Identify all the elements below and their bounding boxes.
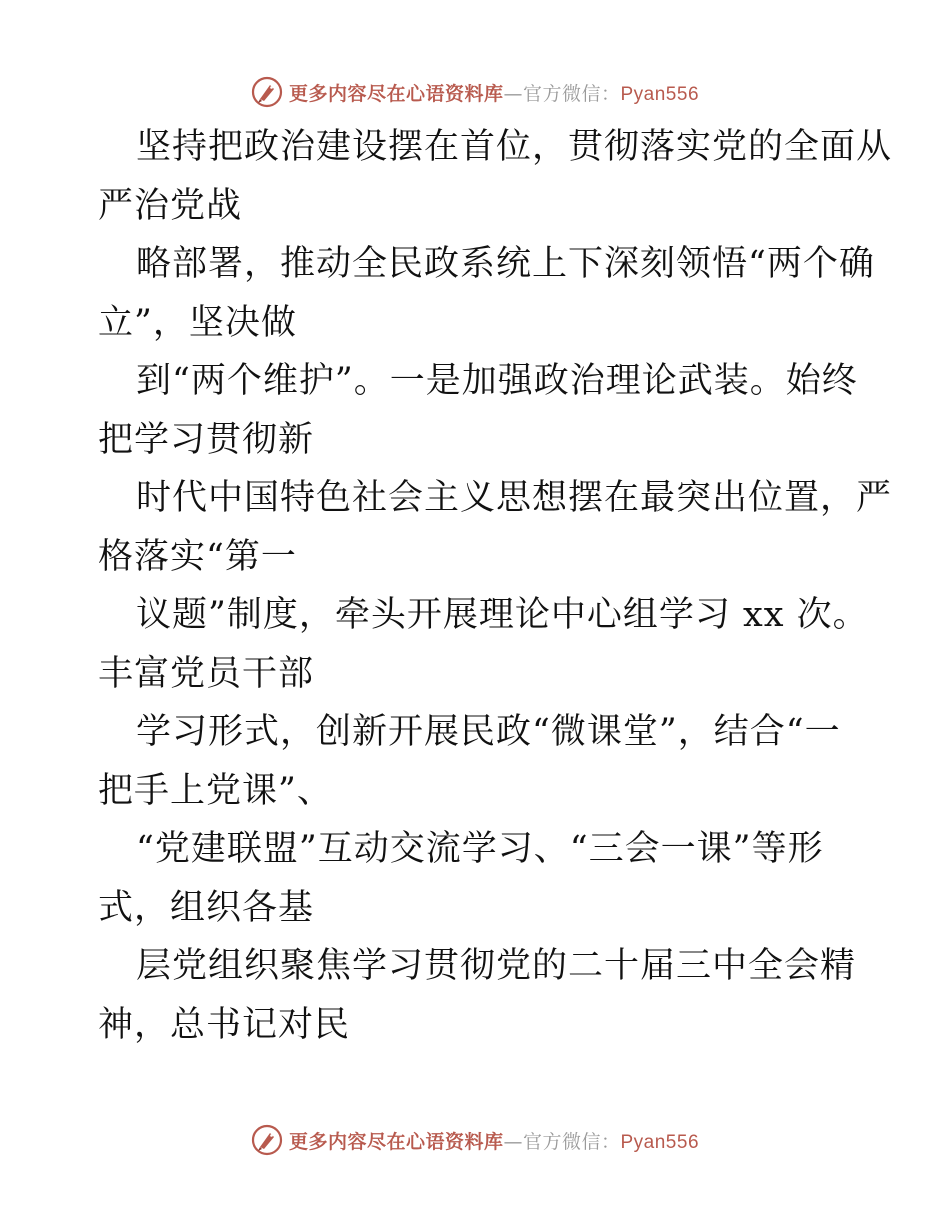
document-body — [98, 118, 893, 1054]
watermark-brand: 更多内容尽在心语资料库 — [288, 82, 504, 105]
watermark-separator: — — [503, 82, 523, 105]
header-watermark — [0, 72, 950, 112]
text-line: 时代中国特色社会主义思想摆在最突出位置，严 — [136, 478, 893, 518]
text-line: 式，组织各基 — [98, 887, 315, 928]
text-line: 议题”制度，牵头开展理论中心组学习 xx 次。 — [136, 595, 869, 635]
watermark-separator: — — [503, 1130, 523, 1153]
watermark-label: 官方微信： — [522, 82, 621, 105]
footer-watermark — [0, 1120, 950, 1160]
text-line: 到“两个维护”。一是加强政治理论武装。始终 — [136, 361, 858, 401]
text-line: 把学习贯彻新 — [98, 419, 315, 460]
text-line: 神，总书记对民 — [98, 1004, 351, 1045]
watermark-text — [289, 1127, 699, 1154]
text-line: 格落实“第一 — [98, 536, 297, 577]
text-line: 丰富党员干部 — [98, 653, 315, 694]
text-line: 立”，坚决做 — [98, 302, 297, 343]
watermark-text — [289, 79, 699, 106]
pen-nib-icon — [251, 76, 283, 108]
watermark-wechat-id: Pyan556 — [620, 83, 700, 105]
text-line: 坚持把政治建设摆在首位，贯彻落实党的全面从 — [136, 127, 893, 167]
text-line: 层党组织聚焦学习贯彻党的二十届三中全会精 — [136, 946, 857, 986]
text-line: 严治党战 — [98, 185, 243, 226]
text-line: 把手上党课”、 — [98, 770, 333, 811]
text-line: “党建联盟”互动交流学习、“三会一课”等形 — [136, 829, 824, 869]
watermark-brand: 更多内容尽在心语资料库 — [288, 1130, 504, 1153]
text-line: 学习形式，创新开展民政“微课堂”，结合“一 — [136, 712, 841, 752]
watermark-label: 官方微信： — [522, 1130, 621, 1153]
pen-nib-icon — [251, 1124, 283, 1156]
text-line: 略部署，推动全民政系统上下深刻领悟“两个确 — [136, 244, 875, 284]
watermark-wechat-id: Pyan556 — [620, 1131, 700, 1153]
